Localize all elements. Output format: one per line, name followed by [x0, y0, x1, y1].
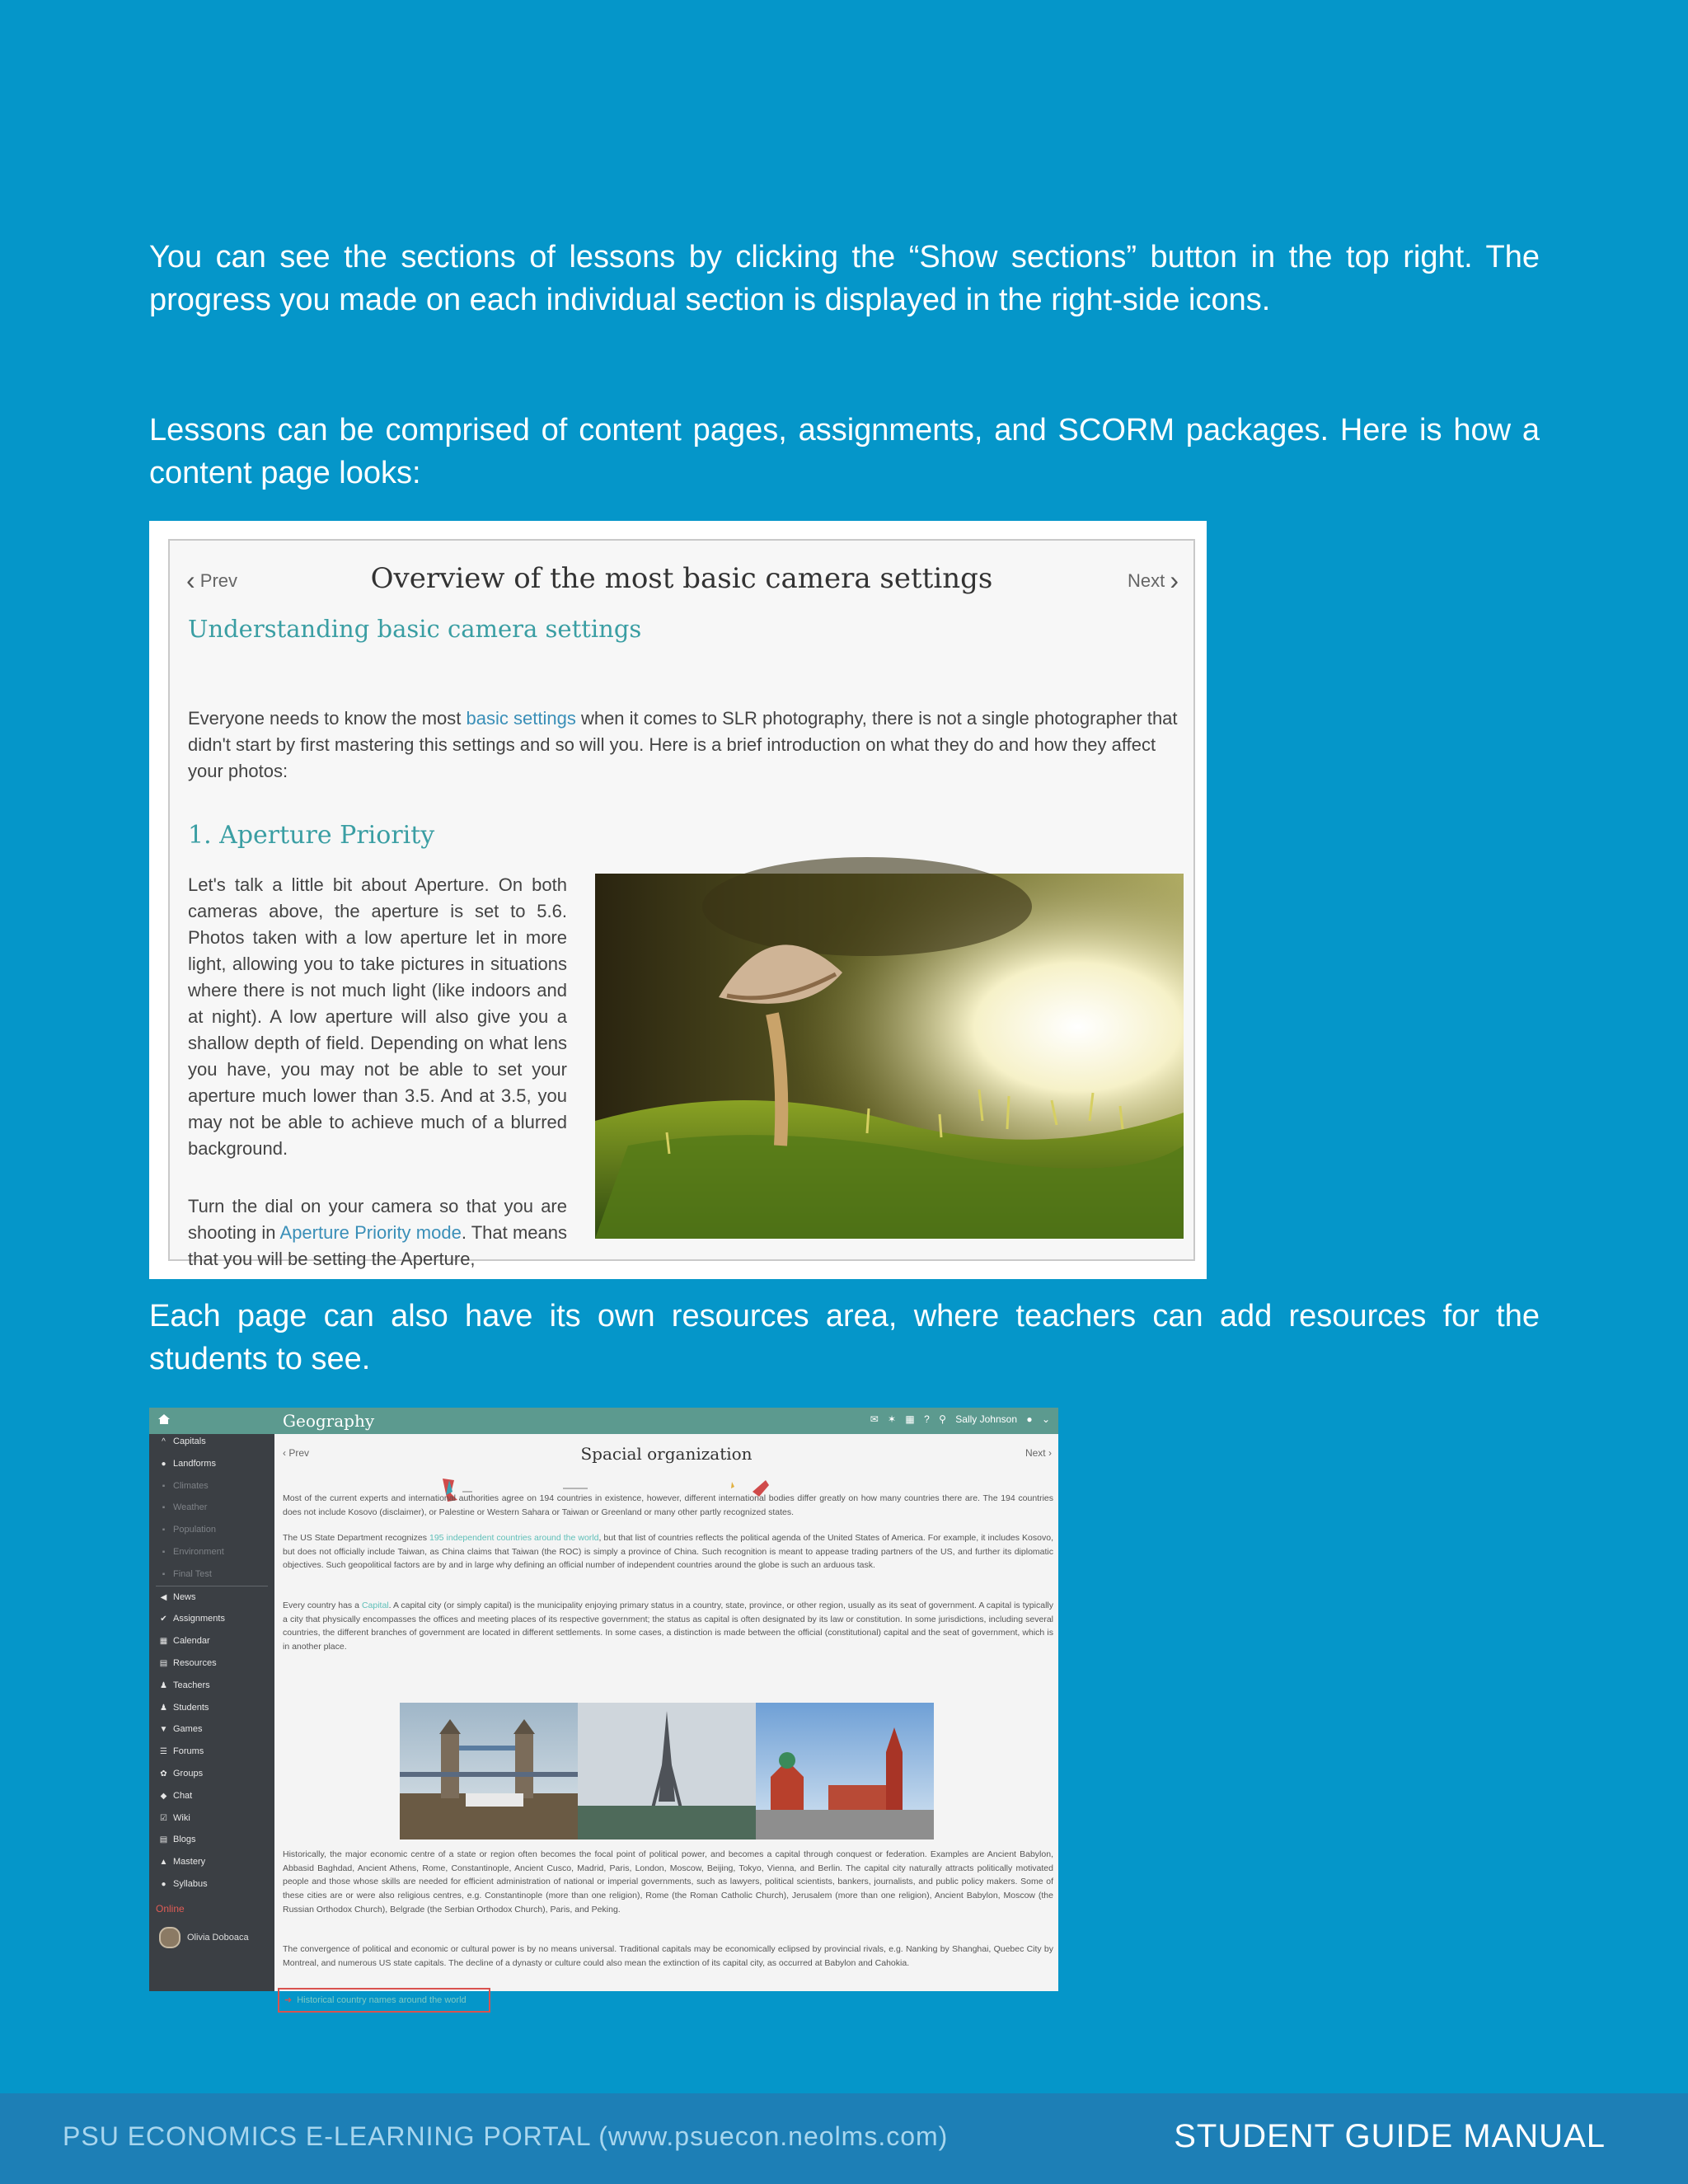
next-label: Next: [1127, 570, 1165, 591]
text-part: . A capital city (or simply capital) is the municipality enjoying primary status in a country, state, province, or other region, usually as its seat of government. A capital is typically a city that physically encompasses the offices and meeting places of its respective government; the status as capital is often designated by its law or constitution. In some jurisdictions, including several countries, the different branches of government are located in different settlements. In some cases, a distinction is made between the official (constitutional) capital and the seat of government, which is in another place.: [283, 1601, 1053, 1652]
main-content: [274, 1434, 1058, 2005]
sidebar-item-label: Groups: [173, 1768, 204, 1779]
top-bar: [274, 1408, 1058, 1434]
capital-link[interactable]: Capital: [361, 1601, 389, 1610]
next-label: Next: [1025, 1447, 1046, 1459]
intro-text: [188, 705, 1182, 785]
search-icon[interactable]: ⚲: [939, 1413, 946, 1425]
text-paragraph-1: Most of the current experts and international authorities agree on 194 countries in existence, however, different international bodies differ greatly on how many countries there are. The 194 countries does not include Kosovo (disclaimer), or Palestine or Western Sahara or Taiwan or Greenland or many other partly recognized states.: [283, 1493, 1053, 1517]
prev-label: Prev: [199, 570, 238, 591]
mail-icon[interactable]: ✉: [870, 1413, 879, 1425]
dial-paragraph: [188, 1193, 567, 1272]
landforms-icon: ●: [161, 1459, 166, 1469]
sidebar-item-wiki[interactable]: [149, 1807, 274, 1830]
text-part: The US State Department recognizes: [283, 1533, 429, 1543]
intro-text-part: Everyone needs to know the most: [188, 708, 467, 729]
mastery-icon: ▲: [159, 1858, 168, 1868]
user-name[interactable]: Sally Johnson: [955, 1413, 1017, 1425]
sidebar: [149, 1408, 274, 1991]
text-part: Every country has a: [283, 1601, 362, 1610]
prev-label: Prev: [288, 1447, 310, 1459]
online-label: Online: [156, 1903, 185, 1915]
sidebar-item-label: Forums: [173, 1746, 204, 1757]
app-title: Geography: [283, 1411, 375, 1431]
capital-cities-photos: [400, 1703, 934, 1840]
teacher-icon: ♟: [160, 1680, 167, 1690]
notifications-icon[interactable]: ✶: [888, 1413, 897, 1425]
sidebar-item-label: Capitals: [173, 1436, 206, 1446]
sidebar-item-assignments[interactable]: [149, 1608, 274, 1630]
sidebar-item-environment: [149, 1541, 274, 1563]
resources-page-screenshot: [149, 1408, 1058, 2005]
countries-link[interactable]: 195 independent countries around the world: [429, 1533, 599, 1543]
text-paragraph-5: The convergence of political and economic or cultural power is by no means universal. Traditional capitals may be economically eclipsed by provincial rivals, e.g. Nanking by Shanghai, Quebec City by Montreal, and numerous US state capitals. The decline of a dynasty or culture could also mean the extinction of its capital city, as occurred at Babylon and Cahokia.: [283, 1944, 1053, 1968]
chevron-left-icon: ‹: [283, 1447, 289, 1459]
footer-portal-name: PSU ECONOMICS E-LEARNING PORTAL (www.psuecon.neolms.com): [63, 2121, 949, 2151]
content-page-screenshot: [149, 521, 1207, 1279]
basic-settings-link[interactable]: basic settings: [466, 708, 576, 729]
sidebar-item-label: Climates: [173, 1480, 209, 1491]
next-button[interactable]: [1128, 565, 1179, 596]
sidebar-item-weather: [149, 1497, 274, 1519]
page-subtitle: Understanding basic camera settings: [188, 615, 642, 643]
aperture-paragraph: Let's talk a little bit about Aperture. On both cameras above, the aperture is set to 5.6. Photos taken with a low aperture let in more light, allowing you to take pictures in situations where there is not much light (like indoors and at night). A low aperture will also give you a shallow depth of field. Depending on what lens you have, you may not be able to set your aperture much lower than 3.5. And at 3.5, you may not be able to achieve much of a blurred background.: [188, 874, 567, 1159]
intro-paragraph-sections: You can see the sections of lessons by clicking the “Show sections” button in the top right. The progress you made on each individual section is displayed in the right-side icons.: [149, 240, 1540, 317]
intro-paragraph-lessons: Lessons can be comprised of content pages, assignments, and SCORM packages. Here is how a content page looks:: [149, 413, 1540, 490]
sidebar-item-label: Blogs: [173, 1835, 196, 1845]
online-user-name: Olivia Doboaca: [187, 1932, 249, 1943]
calendar-icon: ▦: [159, 1637, 168, 1647]
online-user[interactable]: [159, 1927, 249, 1948]
next-button[interactable]: [1025, 1447, 1052, 1459]
sidebar-item-label: Landforms: [173, 1458, 216, 1469]
student-icon: ♟: [160, 1703, 167, 1713]
help-icon[interactable]: ?: [924, 1413, 930, 1425]
sidebar-item-label: Students: [173, 1702, 209, 1713]
page-title: Overview of the most basic camera settings: [370, 562, 993, 595]
resources-paragraph: Each page can also have its own resources area, where teachers can add resources for the students to see.: [149, 1299, 1540, 1376]
home-icon[interactable]: [157, 1413, 171, 1426]
sidebar-item-capitals[interactable]: [149, 1431, 274, 1453]
footer: [0, 2093, 1688, 2184]
sidebar-item-label: Wiki: [173, 1812, 190, 1823]
sidebar-item-mastery[interactable]: [149, 1851, 274, 1873]
sidebar-item-label: Chat: [173, 1790, 193, 1801]
lock-icon: ▪: [162, 1481, 166, 1491]
resource-link[interactable]: [278, 1988, 490, 2013]
intro-text-part: when it comes to SLR photography, there is not a single photographer that didn't start by first mastering this settings and so will you. Here is a brief introduction on what they do and how they affect your photos:: [188, 708, 1178, 781]
lock-icon: ▪: [162, 1503, 166, 1513]
footer-manual-title: STUDENT GUIDE MANUAL: [1174, 2118, 1606, 2154]
lock-icon: ▪: [162, 1569, 166, 1579]
sidebar-item-label: Games: [173, 1724, 203, 1735]
info-icon: ●: [161, 1879, 166, 1889]
sidebar-item-blogs[interactable]: [149, 1829, 274, 1851]
text-part: , but that list of countries reflects the political agenda of the United States of America. For example, it includes Kosovo, but does not officially include Taiwan, as China claims that Taiwan (the ROC) is simply a province of China. Such recognition is meant to appease trading partners of the US, and further its diplomatic objectives. Such geopolitical factors are by and in large why defining an official number of independent countries around the globe is such an arduous task.: [283, 1533, 1053, 1571]
chevron-icon: ^: [162, 1437, 166, 1446]
sidebar-item-resources[interactable]: [149, 1652, 274, 1675]
content-page-frame: [168, 539, 1195, 1269]
page-title: Spacial organization: [580, 1444, 753, 1464]
blog-icon: ▤: [159, 1835, 168, 1845]
chevron-right-icon: ›: [1045, 1447, 1052, 1459]
sidebar-item-syllabus[interactable]: [149, 1873, 274, 1896]
sidebar-item-chat[interactable]: [149, 1785, 274, 1807]
sidebar-item-label: Syllabus: [173, 1878, 208, 1889]
text-paragraph-4: Historically, the major economic centre of a state or region often becomes the focal point of political power, and becomes a capital through conquest or federation. Examples are Ancient Babylon, Abbasid Baghdad, Ancient Athens, Rome, Constantinople, Ancient Cusco, Madrid, Paris, London, Moscow, Beijing, Tokyo, Vienna, and Berlin. The capital city naturally attracts politically motivated people and those whose skills are needed for efficient administration of national or imperial governments, such as lawyers, political scientists, bankers, journalists, and public policy makers. Some of these cities are or were also religious centres, e.g. Constantinople (more than one religion), Rome (the Roman Catholic Church), Jerusalem (more than one religion), Ancient Babylon, Moscow (the Russian Orthodox Church), Belgrade (the Serbian Orthodox Church), Paris, and Peking.: [283, 1849, 1053, 1915]
trophy-icon: ▼: [159, 1725, 168, 1735]
user-avatar-icon[interactable]: ●: [1026, 1413, 1033, 1425]
mushroom-photo: [595, 874, 1184, 1239]
sidebar-item-final-test: [149, 1563, 274, 1586]
avatar: [159, 1927, 181, 1948]
dial-text-part: Turn the dial on your camera so that you are shooting in: [188, 1196, 567, 1243]
sidebar-item-students[interactable]: [149, 1697, 274, 1719]
text-paragraph-2: [283, 1531, 1053, 1572]
sidebar-item-label: Environment: [173, 1546, 224, 1557]
sidebar-item-calendar[interactable]: [149, 1630, 274, 1652]
text-paragraph-3: [283, 1599, 1053, 1654]
forum-icon: ☰: [160, 1747, 167, 1757]
sidebar-item-label: News: [173, 1591, 196, 1602]
sidebar-item-label: Resources: [173, 1657, 217, 1668]
sidebar-item-forums[interactable]: [149, 1741, 274, 1763]
sidebar-item-label: Weather: [173, 1502, 208, 1513]
sidebar-menu: [149, 1431, 274, 1896]
chevron-right-icon: ›: [1170, 565, 1179, 595]
wiki-icon: ☑: [160, 1813, 167, 1823]
lock-icon: ▪: [162, 1547, 166, 1557]
chevron-down-icon[interactable]: ⌄: [1041, 1413, 1050, 1425]
sidebar-item-news[interactable]: [149, 1586, 274, 1609]
sidebar-item-label: Final Test: [173, 1568, 212, 1579]
sidebar-item-label: Calendar: [173, 1636, 210, 1647]
sidebar-item-teachers[interactable]: [149, 1675, 274, 1697]
lock-icon: ▪: [162, 1526, 166, 1535]
sidebar-item-label: Mastery: [173, 1857, 206, 1868]
assignment-icon: ✔: [160, 1615, 167, 1624]
sidebar-item-population: [149, 1519, 274, 1541]
sidebar-item-label: Teachers: [173, 1680, 210, 1690]
groups-icon: ✿: [160, 1769, 167, 1779]
top-toolbar: [864, 1413, 1050, 1425]
aperture-priority-link[interactable]: Aperture Priority mode: [279, 1222, 462, 1243]
chevron-left-icon: ‹: [186, 565, 195, 595]
sidebar-item-groups[interactable]: [149, 1763, 274, 1785]
resource-link-label: Historical country names around the world: [297, 1995, 467, 2005]
megaphone-icon: ◀: [160, 1592, 167, 1602]
arrow-right-icon: ➜: [284, 1995, 293, 2005]
grid-icon[interactable]: ▦: [905, 1413, 915, 1425]
chat-icon: ◆: [160, 1791, 167, 1801]
sidebar-item-climates: [149, 1475, 274, 1497]
sidebar-item-label: Assignments: [173, 1614, 225, 1624]
sidebar-item-landforms[interactable]: [149, 1453, 274, 1475]
resources-icon: ▤: [159, 1658, 168, 1668]
dial-text-part: . That means that you will be setting the Aperture,: [188, 1222, 568, 1269]
section-heading: 1. Aperture Priority: [188, 821, 435, 850]
sidebar-item-label: Population: [173, 1525, 216, 1535]
sidebar-item-games[interactable]: [149, 1718, 274, 1741]
